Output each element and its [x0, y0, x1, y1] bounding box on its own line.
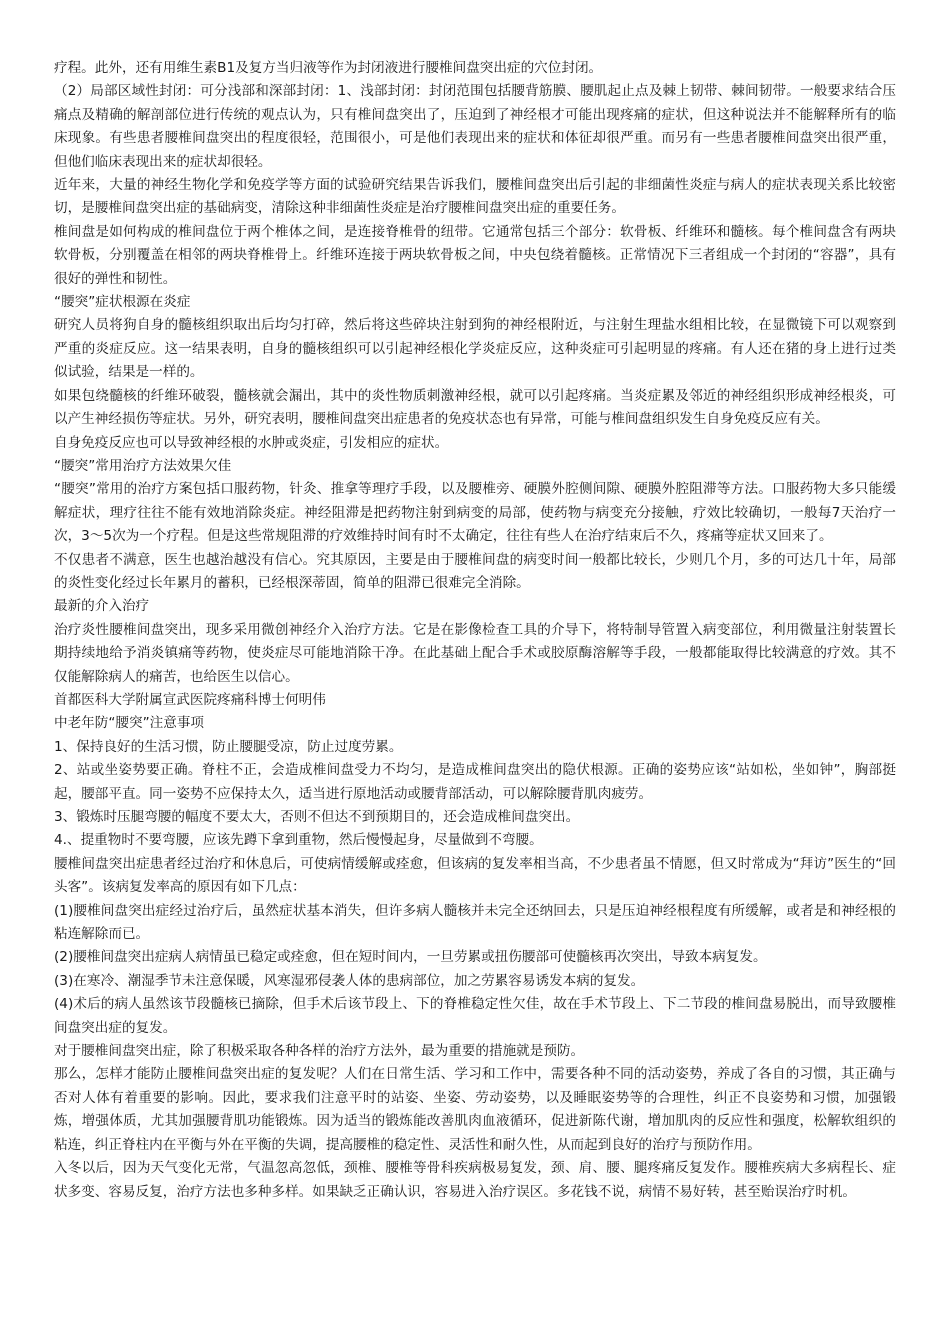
paragraph: 疗程。此外，还有用维生素B1及复方当归液等作为封闭液进行腰椎间盘突出症的穴位封闭。 [54, 60, 603, 76]
list-item: 4.、提重物时不要弯腰，应该先蹲下拿到重物，然后慢慢起身，尽量做到不弯腰。 [54, 832, 543, 849]
paragraph: 如果包绕髓核的纤维环破裂，髓核就会漏出，其中的炎性物质刺激神经根，就可以引起疼痛。当炎症累及邻近的神经组织形成神经根炎，可以产生神经损伤等症状。另外，研究表明，腰椎间盘突出症患者的免疫状态也有异常，可能与椎间盘组织发生自身免疫反应有关。 [54, 387, 896, 428]
paragraph: 自身免疫反应也可以导致神经根的水肿或炎症，引发相应的症状。 [54, 434, 449, 451]
section-heading: “腰突”常用治疗方法效果欠佳 [54, 457, 232, 474]
paragraph: 入冬以后，因为天气变化无常，气温忽高忽低，颈椎、腰椎等骨科疾病极易复发，颈、肩、腰、腿疼痛反复发作。腰椎疾病大多病程长、症状多变、容易反复，治疗方法也多种多样。如果缺乏正确认识，容易进入治疗误区。多花钱不说，病情不易好转，甚至贻误治疗时机。 [54, 1160, 896, 1200]
paragraph: 椎间盘是如何构成的椎间盘位于两个椎体之间，是连接脊椎骨的纽带。它通常包括三个部分：软骨板、纤维环和髓核。每个椎间盘含有两块软骨板，分别覆盖在相邻的两块脊椎骨上。纤维环连接于两块软骨板之间，中央包绕着髓核。正常情况下三者组成一个封闭的“容器”，具有很好的弹性和韧性。 [54, 223, 896, 287]
paragraph: 对于腰椎间盘突出症，除了积极采取各种各样的治疗方法外，最为重要的措施就是预防。 [54, 1043, 585, 1060]
section-heading: 中老年防“腰突”注意事项 [54, 715, 205, 732]
paragraph: 近年来，大量的神经生物化学和免疫学等方面的试验研究结果告诉我们，腰椎间盘突出后引起的非细菌性炎症与病人的症状表现关系比较密切，是腰椎间盘突出症的基础病变，清除这种非细菌性炎症是治疗腰椎间盘突出症的重要任务。 [54, 177, 896, 217]
paragraph: 研究人员将狗自身的髓核组织取出后均匀打碎，然后将这些碎块注射到狗的神经根附近，与注射生理盐水组相比较，在显微镜下可以观察到严重的炎症反应。这一结果表明，自身的髓核组织可以引起神经根化学炎症反应，这种炎症可引起明显的疼痛。有人还在猪的身上进行过类似试验，结果是一样的。 [54, 317, 896, 381]
list-item: (2)腰椎间盘突出症病人病情虽已稳定或痊愈，但在短时间内，一旦劳累或扭伤腰部可使髓核再次突出，导致本病复发。 [54, 949, 767, 966]
author-line: 首都医科大学附属宣武医院疼痛科博士何明伟 [54, 691, 326, 708]
paragraph: （2）局部区域性封闭：可分浅部和深部封闭：1、浅部封闭：封闭范围包括腰背筋膜、腰肌起止点及棘上韧带、棘间韧带。一般要求结合压痛点及精确的解剖部位进行传统的观点认为，只有椎间盘突出了，压迫到了神经根才可能出现疼痛的症状，但这种说法并不能解释所有的临床现象。有些患者腰椎间盘突出的程度很轻，范围很小，可是他们表现出来的症状和体征却很严重。而另有一些患者腰椎间盘突出很严重，但他们临床表现出来的症状却很轻。 [54, 83, 896, 170]
list-item: (3)在寒冷、潮湿季节未注意保暖，风寒湿邪侵袭人体的患病部位，加之劳累容易诱发本病的复发。 [54, 972, 645, 989]
paragraph: “腰突”常用的治疗方案包括口服药物，针灸、推拿等理疗手段，以及腰椎旁、硬膜外腔侧间隙、硬膜外腔阻滞等方法。口服药物大多只能缓解症状，理疗往往不能有效地消除炎症。神经阻滞是把药物注射到病变的局部，使药物与病变充分接触，疗效比较确切，一般每7天治疗一次，3～5次为一个疗程。但是这些常规阻滞的疗效维持时间有时不太确定，往往有些人在治疗结束后不久，疼痛等症状又回来了。 [54, 481, 896, 545]
list-item: 2、站或坐姿势要正确。脊柱不正，会造成椎间盘受力不均匀，是造成椎间盘突出的隐伏根源。正确的姿势应该“站如松，坐如钟”，胸部挺起，腰部平直。同一姿势不应保持太久，适当进行原地活动或腰背部活动，可以解除腰背肌肉疲劳。 [54, 762, 896, 802]
paragraph: 治疗炎性腰椎间盘突出，现多采用微创神经介入治疗方法。它是在影像检查工具的介导下，将特制导管置入病变部位，利用微量注射装置长期持续地给予消炎镇痛等药物，使炎症尽可能地消除干净。在此基础上配合手术或胶原酶溶解等手段，一般都能取得比较满意的疗效。其不仅能解除病人的痛苦，也给医生以信心。 [54, 621, 896, 685]
document-body [54, 57, 896, 1204]
section-heading: “腰突”症状根源在炎症 [54, 294, 191, 311]
paragraph: 那么，怎样才能防止腰椎间盘突出症的复发呢？人们在日常生活、学习和工作中，需要各种不同的活动姿势，养成了各自的习惯，其正确与否对人体有着重要的影响。因此，要求我们注意平时的站姿、坐姿、劳动姿势，以及睡眠姿势等的合理性，纠正不良姿势和习惯，加强锻炼，增强体质，尤其加强腰背肌功能锻炼。因为适当的锻炼能改善肌肉血液循环，促进新陈代谢，增加肌肉的反应性和强度，松解软组织的粘连，纠正脊柱内在平衡与外在平衡的失调，提高腰椎的稳定性、灵活性和耐久性，从而起到良好的治疗与预防作用。 [54, 1066, 896, 1153]
paragraph: 不仅患者不满意，医生也越治越没有信心。究其原因，主要是由于腰椎间盘的病变时间一般都比较长，少则几个月，多的可达几十年，局部的炎性变化经过长年累月的蓄积，已经根深蒂固，简单的阻滞已很难完全消除。 [54, 551, 896, 591]
list-item: (4)术后的病人虽然该节段髓核已摘除，但手术后该节段上、下的脊椎稳定性欠佳，故在手术节段上、下二节段的椎间盘易脱出，而导致腰椎间盘突出症的复发。 [54, 996, 896, 1036]
paragraph: 腰椎间盘突出症患者经过治疗和休息后，可使病情缓解或痊愈，但该病的复发率相当高，不少患者虽不情愿，但又时常成为“拜访”医生的“回头客”。该病复发率高的原因有如下几点： [54, 855, 896, 896]
list-item: 3、锻炼时压腿弯腰的幅度不要太大，否则不但达不到预期目的，还会造成椎间盘突出。 [54, 809, 580, 825]
section-heading: 最新的介入治疗 [54, 598, 150, 615]
list-item: (1)腰椎间盘突出症经过治疗后，虽然症状基本消失，但许多病人髓核并未完全还纳回去，只是压迫神经根程度有所缓解，或者是和神经根的粘连解除而已。 [54, 902, 896, 943]
list-item: 1、保持良好的生活习惯，防止腰腿受凉，防止过度劳累。 [54, 738, 403, 755]
